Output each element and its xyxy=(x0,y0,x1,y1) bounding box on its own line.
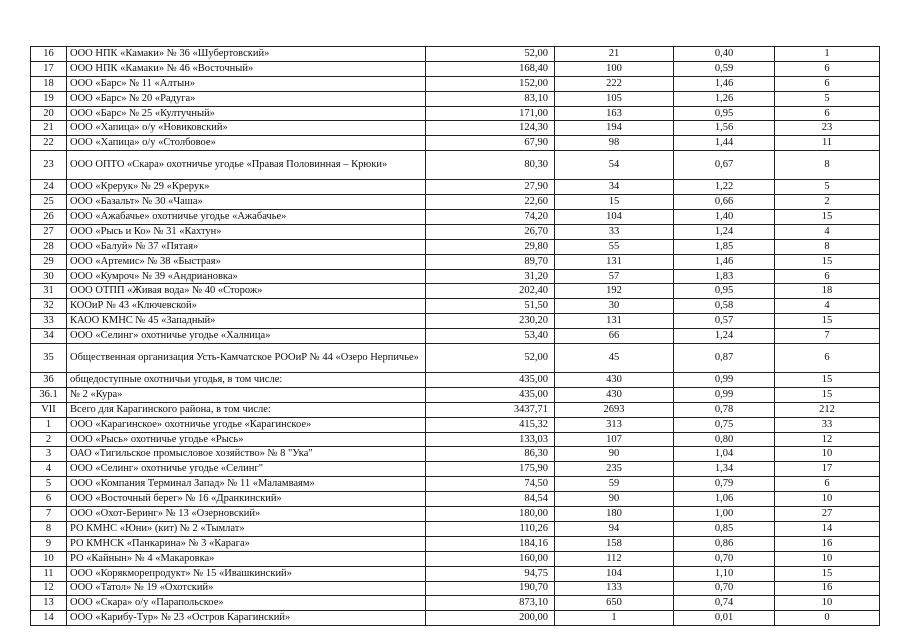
count-cell: 131 xyxy=(555,254,674,269)
organization-name-cell: ООО «Восточный берег» № 16 «Дранкинский» xyxy=(67,492,426,507)
area-cell: 89,70 xyxy=(426,254,555,269)
area-cell: 80,30 xyxy=(426,151,555,180)
organization-name-cell: ООО «Базальт» № 30 «Чаша» xyxy=(67,195,426,210)
table-row xyxy=(31,477,880,492)
count-cell: 180 xyxy=(555,507,674,522)
density-cell: 0,70 xyxy=(674,551,775,566)
density-cell: 0,78 xyxy=(674,402,775,417)
row-number-cell: 23 xyxy=(31,151,67,180)
count-cell: 34 xyxy=(555,180,674,195)
table-row xyxy=(31,596,880,611)
count-cell: 30 xyxy=(555,299,674,314)
density-cell: 0,85 xyxy=(674,521,775,536)
quota-cell: 18 xyxy=(775,284,880,299)
row-number-cell: 36 xyxy=(31,373,67,388)
density-cell: 0,86 xyxy=(674,536,775,551)
organization-name-cell: РО КМНСК «Панкарина» № 3 «Карага» xyxy=(67,536,426,551)
density-cell: 0,40 xyxy=(674,47,775,62)
count-cell: 430 xyxy=(555,387,674,402)
quota-cell: 6 xyxy=(775,344,880,373)
area-cell: 202,40 xyxy=(426,284,555,299)
area-cell: 184,16 xyxy=(426,536,555,551)
table-row xyxy=(31,195,880,210)
quota-cell: 15 xyxy=(775,373,880,388)
density-cell: 1,46 xyxy=(674,76,775,91)
organization-name-cell: ООО «Барс» № 25 «Култучный» xyxy=(67,106,426,121)
density-cell: 1,04 xyxy=(674,447,775,462)
table-row xyxy=(31,136,880,151)
density-cell: 0,57 xyxy=(674,314,775,329)
row-number-cell: 10 xyxy=(31,551,67,566)
quota-cell: 5 xyxy=(775,91,880,106)
area-cell: 74,20 xyxy=(426,210,555,225)
area-cell: 86,30 xyxy=(426,447,555,462)
count-cell: 222 xyxy=(555,76,674,91)
row-number-cell: 12 xyxy=(31,581,67,596)
count-cell: 2693 xyxy=(555,402,674,417)
table-row xyxy=(31,432,880,447)
quota-cell: 14 xyxy=(775,521,880,536)
quota-cell: 0 xyxy=(775,611,880,626)
area-cell: 53,40 xyxy=(426,329,555,344)
organization-name-cell: ООО «Карибу-Тур» № 23 «Остров Карагинский» xyxy=(67,611,426,626)
area-cell: 52,00 xyxy=(426,344,555,373)
organization-name-cell: ООО НПК «Камаки» № 46 «Восточный» xyxy=(67,61,426,76)
table-body xyxy=(31,47,880,626)
table-row xyxy=(31,151,880,180)
row-number-cell: 2 xyxy=(31,432,67,447)
density-cell: 0,58 xyxy=(674,299,775,314)
count-cell: 94 xyxy=(555,521,674,536)
quota-cell: 4 xyxy=(775,224,880,239)
area-cell: 171,00 xyxy=(426,106,555,121)
area-cell: 51,50 xyxy=(426,299,555,314)
quota-cell: 1 xyxy=(775,47,880,62)
organization-name-cell: РО «Кайнын» № 4 «Макаровка» xyxy=(67,551,426,566)
table-row xyxy=(31,106,880,121)
row-number-cell: 14 xyxy=(31,611,67,626)
density-cell: 1,56 xyxy=(674,121,775,136)
count-cell: 45 xyxy=(555,344,674,373)
table-row xyxy=(31,521,880,536)
quota-cell: 16 xyxy=(775,536,880,551)
document-page xyxy=(30,46,880,626)
area-cell: 230,20 xyxy=(426,314,555,329)
organization-name-cell: ООО «Хапица» о/у «Новиковский» xyxy=(67,121,426,136)
organization-name-cell: ООО «Барс» № 11 «Алтын» xyxy=(67,76,426,91)
table-row xyxy=(31,329,880,344)
density-cell: 1,10 xyxy=(674,566,775,581)
organization-name-cell: ООО «Рысь» охотничье угодье «Рысь» xyxy=(67,432,426,447)
density-cell: 1,24 xyxy=(674,224,775,239)
area-cell: 435,00 xyxy=(426,387,555,402)
count-cell: 112 xyxy=(555,551,674,566)
row-number-cell: 9 xyxy=(31,536,67,551)
organization-name-cell: Общественная организация Усть-Камчатское РООиР № 44 «Озеро Нерпичье» xyxy=(67,344,426,373)
table-row xyxy=(31,224,880,239)
count-cell: 194 xyxy=(555,121,674,136)
count-cell: 430 xyxy=(555,373,674,388)
count-cell: 313 xyxy=(555,417,674,432)
row-number-cell: 35 xyxy=(31,344,67,373)
table-row xyxy=(31,611,880,626)
organization-name-cell: ООО «Компания Терминал Запад» № 11 «Маламваям» xyxy=(67,477,426,492)
density-cell: 1,34 xyxy=(674,462,775,477)
row-number-cell: 19 xyxy=(31,91,67,106)
table-row xyxy=(31,299,880,314)
area-cell: 435,00 xyxy=(426,373,555,388)
count-cell: 98 xyxy=(555,136,674,151)
density-cell: 1,24 xyxy=(674,329,775,344)
organization-name-cell: КАОО КМНС № 45 «Западный» xyxy=(67,314,426,329)
row-number-cell: 33 xyxy=(31,314,67,329)
row-number-cell: 27 xyxy=(31,224,67,239)
density-cell: 0,80 xyxy=(674,432,775,447)
quota-cell: 10 xyxy=(775,492,880,507)
row-number-cell: 25 xyxy=(31,195,67,210)
count-cell: 90 xyxy=(555,492,674,507)
count-cell: 163 xyxy=(555,106,674,121)
area-cell: 200,00 xyxy=(426,611,555,626)
density-cell: 0,75 xyxy=(674,417,775,432)
organization-name-cell: ООО «Скара» о/у «Парапольское» xyxy=(67,596,426,611)
row-number-cell: 29 xyxy=(31,254,67,269)
row-number-cell: 21 xyxy=(31,121,67,136)
table-row xyxy=(31,507,880,522)
count-cell: 192 xyxy=(555,284,674,299)
table-row xyxy=(31,210,880,225)
density-cell: 0,79 xyxy=(674,477,775,492)
organization-name-cell: РО КМНС «Юни» (кит) № 2 «Тымлат» xyxy=(67,521,426,536)
area-cell: 74,50 xyxy=(426,477,555,492)
density-cell: 1,26 xyxy=(674,91,775,106)
area-cell: 152,00 xyxy=(426,76,555,91)
count-cell: 158 xyxy=(555,536,674,551)
area-cell: 84,54 xyxy=(426,492,555,507)
row-number-cell: 4 xyxy=(31,462,67,477)
count-cell: 57 xyxy=(555,269,674,284)
area-cell: 52,00 xyxy=(426,47,555,62)
count-cell: 90 xyxy=(555,447,674,462)
row-number-cell: 28 xyxy=(31,239,67,254)
count-cell: 1 xyxy=(555,611,674,626)
count-cell: 54 xyxy=(555,151,674,180)
organization-name-cell: Всего для Карагинского района, в том числе: xyxy=(67,402,426,417)
quota-cell: 27 xyxy=(775,507,880,522)
table-row xyxy=(31,121,880,136)
quota-cell: 7 xyxy=(775,329,880,344)
density-cell: 1,44 xyxy=(674,136,775,151)
density-cell: 0,99 xyxy=(674,373,775,388)
quota-cell: 212 xyxy=(775,402,880,417)
row-number-cell: 7 xyxy=(31,507,67,522)
area-cell: 110,26 xyxy=(426,521,555,536)
area-cell: 83,10 xyxy=(426,91,555,106)
row-number-cell: 13 xyxy=(31,596,67,611)
organization-name-cell: общедоступные охотничьи угодья, в том числе: xyxy=(67,373,426,388)
density-cell: 0,74 xyxy=(674,596,775,611)
organization-name-cell: ООО «Хапица» о/у «Столбовое» xyxy=(67,136,426,151)
count-cell: 66 xyxy=(555,329,674,344)
quota-cell: 15 xyxy=(775,566,880,581)
row-number-cell: 11 xyxy=(31,566,67,581)
count-cell: 650 xyxy=(555,596,674,611)
quota-cell: 6 xyxy=(775,76,880,91)
quota-cell: 6 xyxy=(775,269,880,284)
row-number-cell: 18 xyxy=(31,76,67,91)
density-cell: 0,67 xyxy=(674,151,775,180)
quota-cell: 4 xyxy=(775,299,880,314)
row-number-cell: 5 xyxy=(31,477,67,492)
area-cell: 415,32 xyxy=(426,417,555,432)
count-cell: 104 xyxy=(555,210,674,225)
quota-cell: 8 xyxy=(775,151,880,180)
organization-name-cell: ООО «Рысь и Ко» № 31 «Кахтун» xyxy=(67,224,426,239)
table-row xyxy=(31,314,880,329)
count-cell: 131 xyxy=(555,314,674,329)
count-cell: 21 xyxy=(555,47,674,62)
quota-cell: 5 xyxy=(775,180,880,195)
organization-name-cell: ООО «Балуй» № 37 «Пятая» xyxy=(67,239,426,254)
density-cell: 0,70 xyxy=(674,581,775,596)
row-number-cell: 6 xyxy=(31,492,67,507)
quota-cell: 33 xyxy=(775,417,880,432)
area-cell: 26,70 xyxy=(426,224,555,239)
quota-cell: 17 xyxy=(775,462,880,477)
quota-cell: 15 xyxy=(775,210,880,225)
quota-cell: 2 xyxy=(775,195,880,210)
area-cell: 190,70 xyxy=(426,581,555,596)
density-cell: 0,99 xyxy=(674,387,775,402)
quota-cell: 12 xyxy=(775,432,880,447)
row-number-cell: 3 xyxy=(31,447,67,462)
density-cell: 0,66 xyxy=(674,195,775,210)
quota-cell: 10 xyxy=(775,596,880,611)
row-number-cell: 36.1 xyxy=(31,387,67,402)
row-number-cell: 30 xyxy=(31,269,67,284)
table-row xyxy=(31,492,880,507)
quota-cell: 8 xyxy=(775,239,880,254)
count-cell: 55 xyxy=(555,239,674,254)
density-cell: 0,59 xyxy=(674,61,775,76)
table-row xyxy=(31,269,880,284)
count-cell: 15 xyxy=(555,195,674,210)
count-cell: 100 xyxy=(555,61,674,76)
area-cell: 31,20 xyxy=(426,269,555,284)
quota-cell: 6 xyxy=(775,61,880,76)
area-cell: 22,60 xyxy=(426,195,555,210)
hunting-grounds-table xyxy=(30,46,880,626)
count-cell: 104 xyxy=(555,566,674,581)
table-row xyxy=(31,402,880,417)
table-row xyxy=(31,76,880,91)
density-cell: 1,06 xyxy=(674,492,775,507)
organization-name-cell: ООО «Селинг» охотничье угодье «Селинг" xyxy=(67,462,426,477)
quota-cell: 10 xyxy=(775,447,880,462)
table-row xyxy=(31,447,880,462)
row-number-cell: 22 xyxy=(31,136,67,151)
density-cell: 0,01 xyxy=(674,611,775,626)
count-cell: 235 xyxy=(555,462,674,477)
organization-name-cell: ООО «Артемис» № 38 «Быстрая» xyxy=(67,254,426,269)
quota-cell: 6 xyxy=(775,106,880,121)
table-row xyxy=(31,344,880,373)
organization-name-cell: ООО ОПТО «Скара» охотничье угодье «Правая Половинная – Крюки» xyxy=(67,151,426,180)
area-cell: 873,10 xyxy=(426,596,555,611)
density-cell: 0,87 xyxy=(674,344,775,373)
table-row xyxy=(31,47,880,62)
organization-name-cell: ООО «Охот-Беринг» № 13 «Озерновский» xyxy=(67,507,426,522)
quota-cell: 15 xyxy=(775,254,880,269)
area-cell: 133,03 xyxy=(426,432,555,447)
table-row xyxy=(31,254,880,269)
density-cell: 0,95 xyxy=(674,106,775,121)
row-number-cell: 26 xyxy=(31,210,67,225)
row-number-cell: 32 xyxy=(31,299,67,314)
row-number-cell: 8 xyxy=(31,521,67,536)
area-cell: 180,00 xyxy=(426,507,555,522)
table-row xyxy=(31,581,880,596)
count-cell: 105 xyxy=(555,91,674,106)
area-cell: 124,30 xyxy=(426,121,555,136)
row-number-cell: 31 xyxy=(31,284,67,299)
count-cell: 59 xyxy=(555,477,674,492)
organization-name-cell: ООО ОТПП «Живая вода» № 40 «Сторож» xyxy=(67,284,426,299)
density-cell: 0,95 xyxy=(674,284,775,299)
organization-name-cell: ООО НПК «Камаки» № 36 «Шубертовский» xyxy=(67,47,426,62)
table-row xyxy=(31,536,880,551)
row-number-cell: 16 xyxy=(31,47,67,62)
organization-name-cell: ООО «Селинг» охотничье угодье «Халница» xyxy=(67,329,426,344)
row-number-cell: 24 xyxy=(31,180,67,195)
organization-name-cell: № 2 «Кура» xyxy=(67,387,426,402)
organization-name-cell: ООО «Татол» № 19 «Охотский» xyxy=(67,581,426,596)
area-cell: 94,75 xyxy=(426,566,555,581)
row-number-cell: VII xyxy=(31,402,67,417)
density-cell: 1,85 xyxy=(674,239,775,254)
table-row xyxy=(31,417,880,432)
area-cell: 29,80 xyxy=(426,239,555,254)
quota-cell: 15 xyxy=(775,387,880,402)
quota-cell: 16 xyxy=(775,581,880,596)
table-row xyxy=(31,387,880,402)
organization-name-cell: ООО «Барс» № 20 «Радуга» xyxy=(67,91,426,106)
organization-name-cell: ОАО «Тигильское промысловое хозяйство» № 8 "Ука" xyxy=(67,447,426,462)
organization-name-cell: ООО «Карагинское» охотничье угодье «Карагинское» xyxy=(67,417,426,432)
organization-name-cell: ООО «Кумроч» № 39 «Андриановка» xyxy=(67,269,426,284)
count-cell: 133 xyxy=(555,581,674,596)
quota-cell: 10 xyxy=(775,551,880,566)
row-number-cell: 17 xyxy=(31,61,67,76)
quota-cell: 15 xyxy=(775,314,880,329)
area-cell: 175,90 xyxy=(426,462,555,477)
quota-cell: 23 xyxy=(775,121,880,136)
density-cell: 1,22 xyxy=(674,180,775,195)
area-cell: 168,40 xyxy=(426,61,555,76)
table-row xyxy=(31,284,880,299)
area-cell: 27,90 xyxy=(426,180,555,195)
area-cell: 67,90 xyxy=(426,136,555,151)
density-cell: 1,83 xyxy=(674,269,775,284)
table-row xyxy=(31,239,880,254)
area-cell: 160,00 xyxy=(426,551,555,566)
count-cell: 33 xyxy=(555,224,674,239)
table-row xyxy=(31,462,880,477)
row-number-cell: 34 xyxy=(31,329,67,344)
table-row xyxy=(31,180,880,195)
table-row xyxy=(31,373,880,388)
count-cell: 107 xyxy=(555,432,674,447)
quota-cell: 6 xyxy=(775,477,880,492)
organization-name-cell: ООО «Крерук» № 29 «Крерук» xyxy=(67,180,426,195)
table-row xyxy=(31,91,880,106)
density-cell: 1,46 xyxy=(674,254,775,269)
organization-name-cell: КООиР № 43 «Ключевской» xyxy=(67,299,426,314)
row-number-cell: 20 xyxy=(31,106,67,121)
row-number-cell: 1 xyxy=(31,417,67,432)
quota-cell: 11 xyxy=(775,136,880,151)
table-row xyxy=(31,551,880,566)
organization-name-cell: ООО «Корякморепродукт» № 15 «Ивашкинский» xyxy=(67,566,426,581)
density-cell: 1,00 xyxy=(674,507,775,522)
density-cell: 1,40 xyxy=(674,210,775,225)
table-row xyxy=(31,61,880,76)
area-cell: 3437,71 xyxy=(426,402,555,417)
table-row xyxy=(31,566,880,581)
organization-name-cell: ООО «Ажабачье» охотничье угодье «Ажабачье» xyxy=(67,210,426,225)
